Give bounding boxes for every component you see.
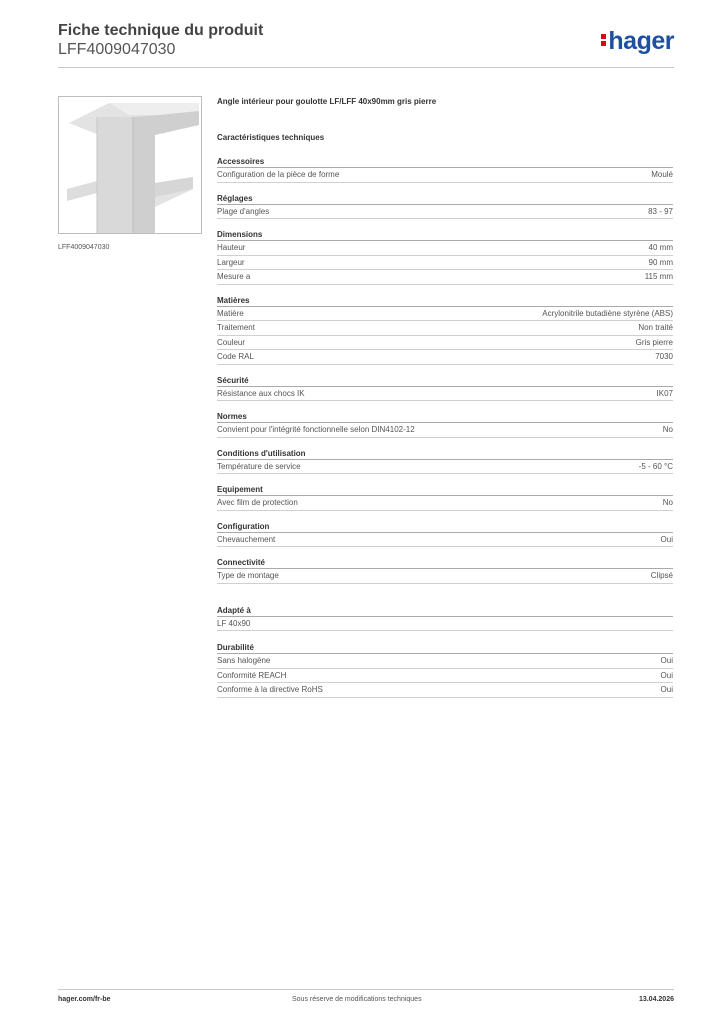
spec-label: Largeur (217, 257, 245, 267)
spec-section (217, 641, 673, 698)
spec-row (217, 669, 673, 684)
spec-section (217, 228, 673, 285)
footer-date: 13.04.2026 (638, 996, 674, 1003)
spec-label: Hauteur (217, 243, 246, 252)
spec-section (217, 410, 673, 438)
footer-website: hager.com/fr-be (58, 996, 111, 1003)
spec-section (217, 294, 673, 365)
spec-label: Convient pour l'intégrité fonctionnelle selon DIN4102-12 (217, 425, 415, 434)
header-divider (58, 67, 674, 68)
spec-row (217, 387, 673, 402)
spec-section (217, 556, 673, 584)
spec-label: Résistance aux chocs IK (217, 388, 305, 398)
spec-value: 115 mm (644, 272, 673, 281)
spec-value: -5 - 60 °C (638, 461, 673, 471)
spec-row (217, 683, 673, 698)
spec-section (217, 447, 673, 475)
spec-row (217, 460, 673, 475)
spec-value: 83 - 97 (648, 206, 673, 216)
spec-sections (217, 155, 673, 584)
section-title: Connectivité (217, 556, 673, 569)
spec-row (217, 617, 673, 632)
spec-value: Oui (660, 670, 673, 680)
spec-row (217, 241, 673, 256)
section-title: Durabilité (217, 641, 673, 654)
spec-value: 40 mm (648, 243, 673, 252)
spec-value: 90 mm (648, 257, 673, 267)
spec-label: Chevauchement (217, 534, 276, 544)
product-reference: LFF4009047030 (58, 41, 176, 58)
spec-row (217, 533, 673, 548)
section-title: Equipement (217, 483, 673, 496)
spec-row (217, 350, 673, 365)
durability-section (217, 641, 673, 698)
section-title: Accessoires (217, 155, 673, 168)
spec-label: Plage d'angles (217, 206, 270, 216)
spec-value: Oui (660, 685, 673, 694)
spec-label: Conformité REACH (217, 670, 287, 680)
spec-section (217, 374, 673, 402)
spec-value: No (662, 498, 673, 507)
section-title: Sécurité (217, 374, 673, 387)
spec-value: No (662, 425, 673, 434)
image-caption: LFF4009047030 (58, 244, 110, 251)
spec-row (217, 336, 673, 351)
section-title: Conditions d'utilisation (217, 447, 673, 460)
product-content (217, 97, 673, 698)
spec-label: Couleur (217, 337, 246, 347)
product-image (58, 96, 202, 234)
spec-value: Clipsé (650, 571, 673, 580)
spec-label: Conforme à la directive RoHS (217, 685, 323, 694)
duct-inner-angle-image (59, 97, 202, 234)
section-title: Réglages (217, 192, 673, 205)
spec-value: Oui (660, 656, 673, 665)
spec-section (217, 483, 673, 511)
spec-row (217, 307, 673, 322)
spec-value: Moulé (651, 170, 673, 179)
section-title: Dimensions (217, 228, 673, 241)
spec-label: Configuration de la pièce de forme (217, 170, 340, 179)
spec-label: Température de service (217, 461, 301, 471)
spec-value: Acrylonitrile butadiène styrène (ABS) (542, 308, 673, 318)
spec-row (217, 270, 673, 285)
section-title: Matières (217, 294, 673, 307)
spec-label: Traitement (217, 323, 255, 332)
spec-section (217, 192, 673, 220)
technical-characteristics-title: Caractéristiques techniques (217, 133, 325, 142)
section-title: Configuration (217, 520, 673, 533)
spec-row (217, 423, 673, 438)
spec-row (217, 205, 673, 220)
spec-section (217, 155, 673, 183)
spec-row (217, 256, 673, 271)
spec-label: Mesure a (217, 272, 251, 281)
spec-value: IK07 (656, 388, 673, 398)
section-title: Normes (217, 410, 673, 423)
adapted-section (217, 604, 673, 632)
spec-row (217, 569, 673, 584)
spec-label: Code RAL (217, 352, 254, 361)
spec-label: Matière (217, 308, 244, 318)
hager-logo (601, 28, 674, 54)
spec-value: Non traité (638, 323, 673, 332)
footer-notice: Sous réserve de modifications techniques (292, 996, 422, 1003)
spec-label: Avec film de protection (217, 498, 298, 507)
spec-label: Sans halogène (217, 656, 271, 665)
logo-dots-icon (601, 32, 607, 48)
footer-divider (58, 989, 674, 990)
spec-label: LF 40x90 (217, 618, 251, 628)
spec-value: 7030 (655, 352, 673, 361)
spec-value: Gris pierre (635, 337, 673, 347)
spec-value: Oui (660, 534, 673, 544)
product-description: Angle intérieur pour goulotte LF/LFF 40x90mm gris pierre (217, 97, 437, 106)
page-title: Fiche technique du produit (58, 22, 264, 39)
spec-row (217, 654, 673, 669)
section-title: Adapté à (217, 604, 673, 617)
spec-label: Type de montage (217, 571, 279, 580)
logo-text: hager (608, 27, 674, 55)
spec-row (217, 496, 673, 511)
spec-row (217, 168, 673, 183)
spec-row (217, 321, 673, 336)
page-header (58, 22, 674, 68)
spec-section (217, 520, 673, 548)
spec-section (217, 604, 673, 632)
